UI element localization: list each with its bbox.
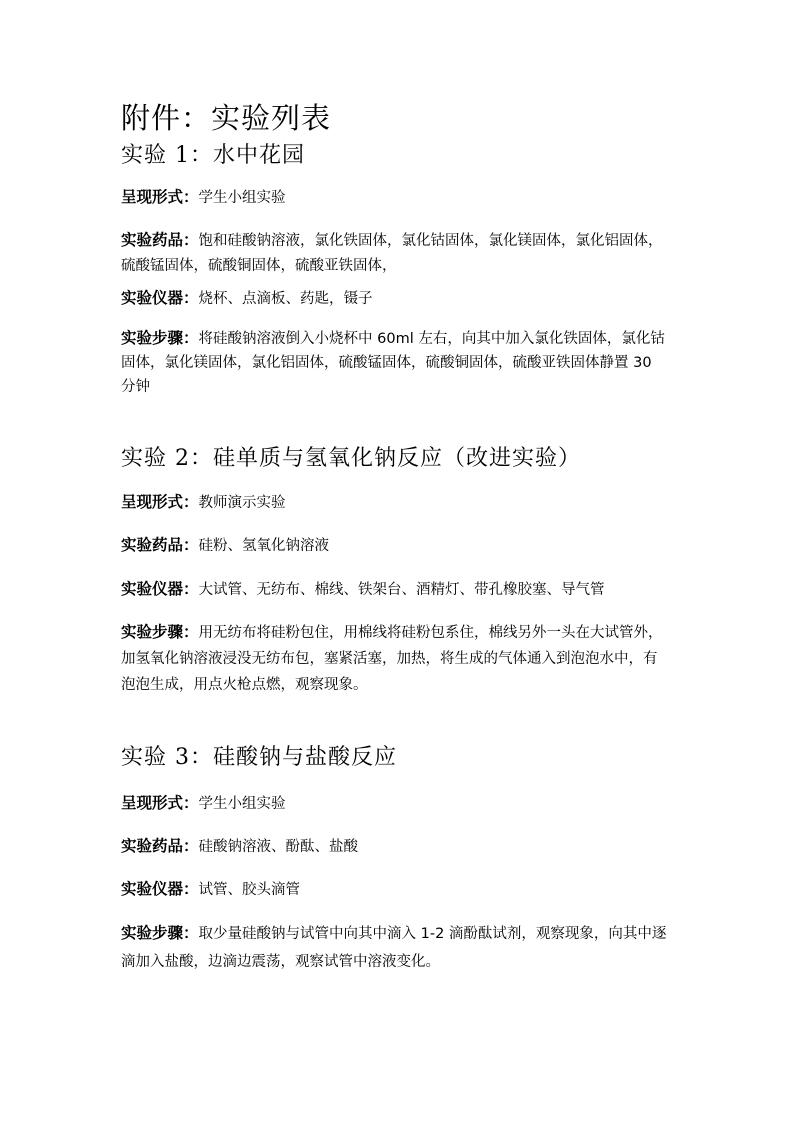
experiment-section bbox=[121, 140, 669, 399]
field-label: 呈现形式： bbox=[121, 187, 199, 206]
document-title: 附件：实验列表 bbox=[121, 101, 332, 135]
field-value: 学生小组实验 bbox=[198, 190, 286, 206]
field-value: 大试管、无纺布、棉线、铁架台、酒精灯、带孔橡胶塞、导气管 bbox=[198, 582, 605, 598]
field-value: 将硅酸钠溶液倒入小烧杯中 60ml 左右，向其中加入氯化铁固体，氯化钴固体，氯化镁固体，氯化铝固体，硫酸锰固体，硫酸铜固体，硫酸亚铁固体静置 30 分钟 bbox=[121, 331, 665, 395]
field-label: 实验步骤： bbox=[121, 328, 199, 347]
presentation-form-field bbox=[121, 790, 669, 817]
field-label: 呈现形式： bbox=[121, 492, 199, 511]
presentation-form-field bbox=[121, 184, 669, 211]
field-value: 试管、胶头滴管 bbox=[198, 882, 301, 898]
field-label: 实验步骤： bbox=[121, 923, 199, 942]
field-label: 实验药品： bbox=[121, 836, 199, 855]
field-value: 学生小组实验 bbox=[198, 796, 286, 812]
experiment-section bbox=[121, 742, 669, 976]
field-label: 实验仪器： bbox=[121, 879, 199, 898]
field-value: 饱和硅酸钠溶液，氯化铁固体，氯化钴固体，氯化镁固体，氯化铝固体，硫酸锰固体，硫酸铜固体，硫酸亚铁固体， bbox=[121, 233, 663, 274]
steps-field bbox=[121, 326, 669, 399]
reagents-field bbox=[121, 532, 669, 559]
instruments-field bbox=[121, 876, 669, 903]
field-value: 教师演示实验 bbox=[198, 495, 286, 511]
experiment-title: 实验 1：水中花园 bbox=[121, 143, 305, 168]
steps-field bbox=[121, 619, 669, 698]
field-value: 取少量硅酸钠与试管中向其中滴入 1-2 滴酚酞试剂，观察现象，向其中逐滴加入盐酸，边滴边震荡，观察试管中溶液变化。 bbox=[121, 926, 667, 970]
field-label: 实验药品： bbox=[121, 535, 199, 554]
field-value: 烧杯、点滴板、药匙，镊子 bbox=[198, 291, 373, 307]
field-label: 呈现形式： bbox=[121, 793, 199, 812]
reagents-field bbox=[121, 227, 669, 279]
reagents-field bbox=[121, 833, 669, 860]
document-page bbox=[121, 98, 669, 976]
field-label: 实验步骤： bbox=[121, 622, 199, 641]
instruments-field bbox=[121, 576, 669, 603]
presentation-form-field bbox=[121, 489, 669, 516]
field-value: 硅粉、氢氧化钠溶液 bbox=[198, 538, 330, 554]
experiment-section bbox=[121, 443, 669, 698]
instruments-field bbox=[121, 285, 669, 312]
field-label: 实验仪器： bbox=[121, 288, 199, 307]
experiment-title: 实验 2：硅单质与氢氧化钠反应（改进实验） bbox=[121, 446, 581, 471]
experiment-title: 实验 3：硅酸钠与盐酸反应 bbox=[121, 745, 397, 770]
field-value: 硅酸钠溶液、酚酞、盐酸 bbox=[198, 839, 359, 855]
steps-field bbox=[121, 919, 669, 976]
field-label: 实验药品： bbox=[121, 230, 199, 249]
field-value: 用无纺布将硅粉包住，用棉线将硅粉包系住，棉线另外一头在大试管外，加氢氧化钠溶液浸没无纺布包，塞紧活塞，加热，将生成的气体通入到泡泡水中，有泡泡生成，用点火枪点燃，观察现象。 bbox=[121, 625, 663, 693]
field-label: 实验仪器： bbox=[121, 579, 199, 598]
